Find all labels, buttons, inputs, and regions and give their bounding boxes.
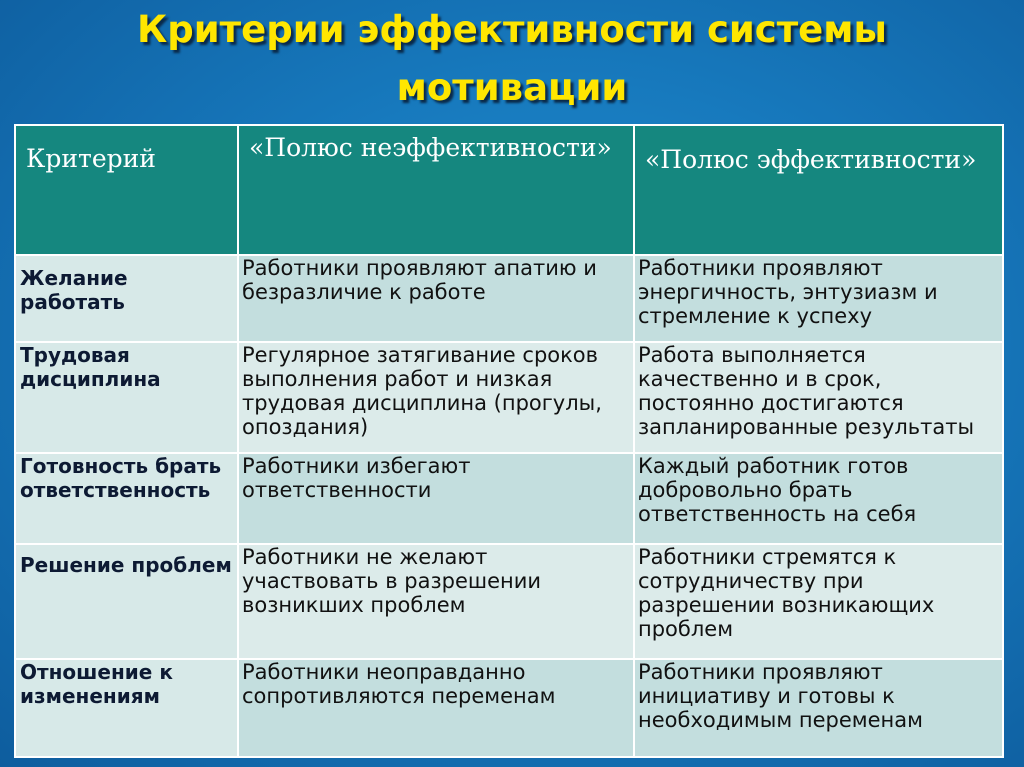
criterion-cell: Трудовая дисциплина [15, 342, 238, 453]
table-row [15, 544, 1003, 659]
criterion-cell: Готовность брать ответственность [15, 453, 238, 544]
efficiency-cell: Работники проявляют энергичность, энтузиазм и стремление к успеху [634, 255, 1003, 342]
criterion-cell: Желание работать [15, 255, 238, 342]
inefficiency-cell: Работники проявляют апатию и безразличие к работе [238, 255, 634, 342]
slide-title-line-1: Критерии эффективности системы [137, 8, 887, 51]
table-row [15, 453, 1003, 544]
table-row [15, 255, 1003, 342]
column-header-efficiency: «Полюс эффективности» [634, 125, 1003, 255]
slide-title [0, 0, 1024, 118]
efficiency-cell: Работники проявляют инициативу и готовы к необходимым переменам [634, 659, 1003, 757]
inefficiency-cell: Работники избегают ответственности [238, 453, 634, 544]
criterion-cell: Отношение к изменениям [15, 659, 238, 757]
slide-title-line-2: мотивации [396, 66, 628, 109]
efficiency-cell: Работа выполняется качественно и в срок, постоянно достигаются запланированные результаты [634, 342, 1003, 453]
inefficiency-cell: Регулярное затягивание сроков выполнения работ и низкая трудовая дисциплина (прогулы, опоздания) [238, 342, 634, 453]
criteria-table [14, 124, 1004, 758]
column-header-criterion: Критерий [15, 125, 238, 255]
table-row [15, 659, 1003, 757]
efficiency-cell: Работники стремятся к сотрудничеству при разрешении возникающих проблем [634, 544, 1003, 659]
column-header-inefficiency: «Полюс неэффективности» [238, 125, 634, 255]
inefficiency-cell: Работники неоправданно сопротивляются переменам [238, 659, 634, 757]
efficiency-cell: Каждый работник готов добровольно брать ответственность на себя [634, 453, 1003, 544]
inefficiency-cell: Работники не желают участвовать в разрешении возникших проблем [238, 544, 634, 659]
table-row [15, 342, 1003, 453]
table-header-row [15, 125, 1003, 255]
criterion-cell: Решение проблем [15, 544, 238, 659]
